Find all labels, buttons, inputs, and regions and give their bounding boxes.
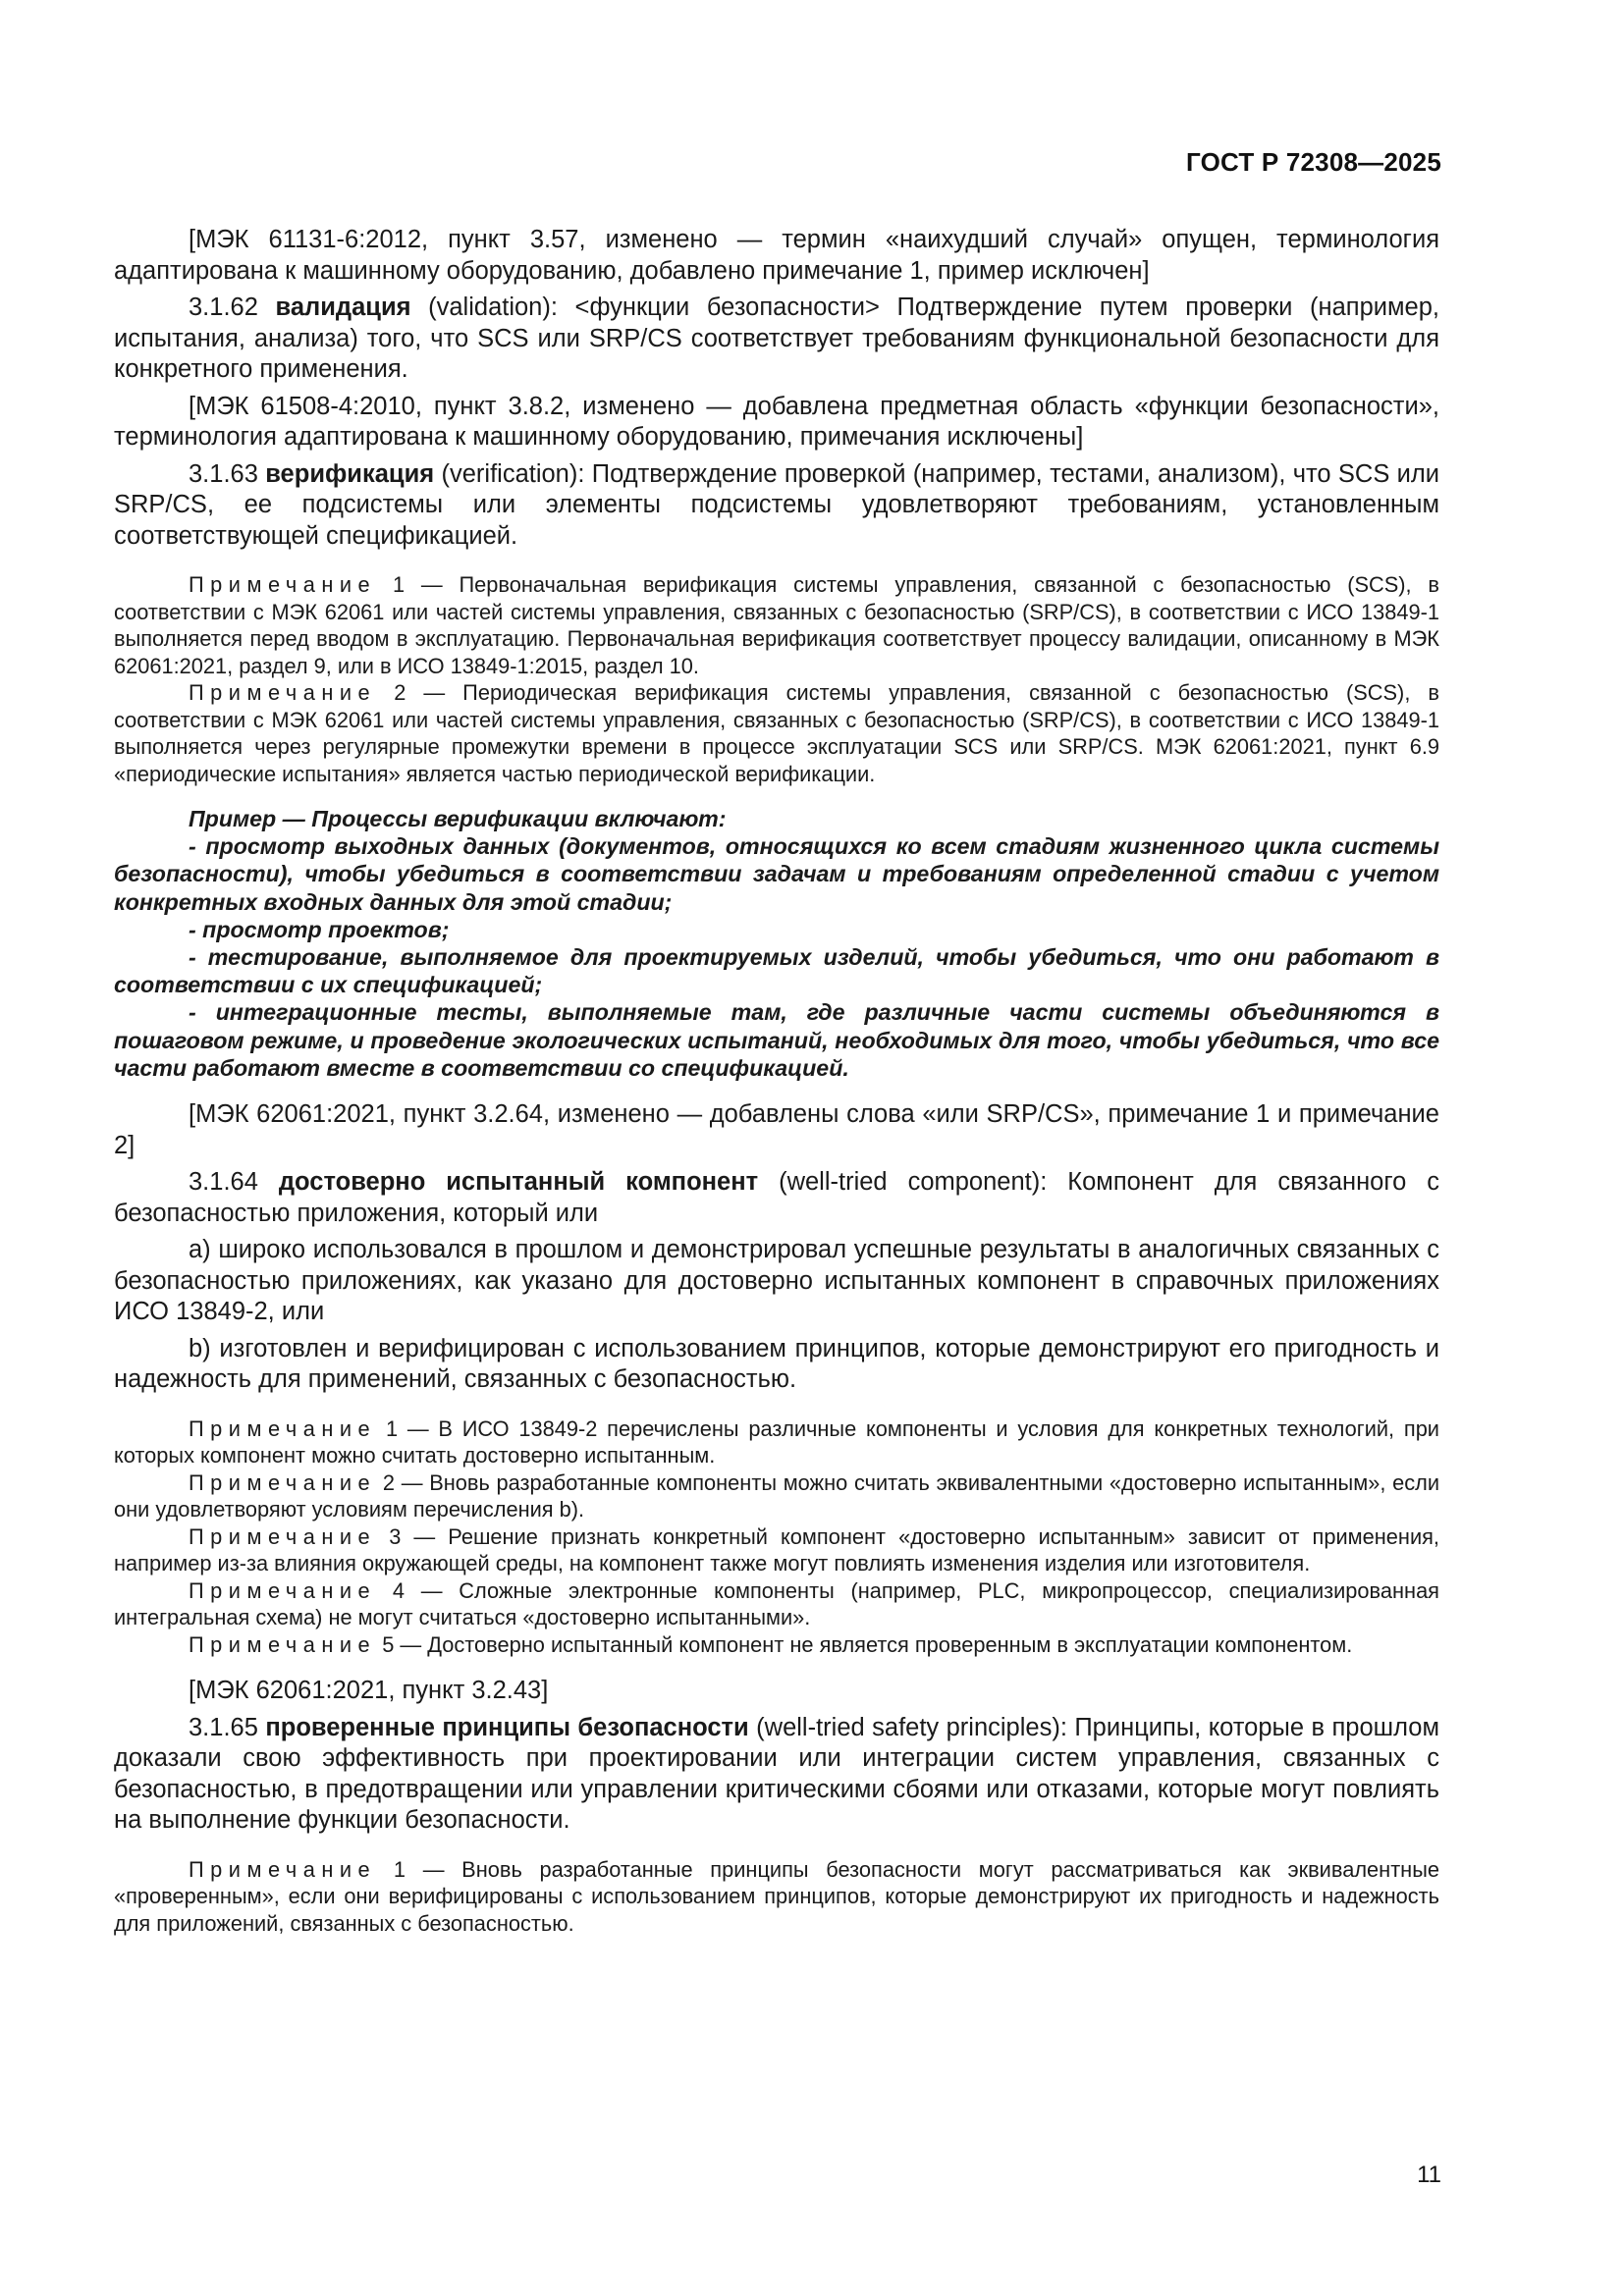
source-reference: [МЭК 62061:2021, пункт 3.2.43] (189, 1677, 549, 1705)
note-label: Примечание (189, 1415, 377, 1441)
document-header-standard-id: ГОСТ Р 72308—2025 (1186, 147, 1441, 177)
note (114, 571, 1439, 679)
note-text: 3 — Решение признать конкретный компонент «достоверно испытанным» зависит от применения, например из-за влияния окружающей среды, на компонент также могут повлиять изменения изделия или изготовителя. (114, 1523, 1439, 1576)
note-label: Примечание (189, 680, 377, 705)
term-name: валидация (275, 294, 411, 321)
note-label: Примечание (189, 1469, 377, 1495)
list-item-b: b) изготовлен и верифицирован с использованием принципов, которые демонстрируют его пригодность и надежность для применений, связанных с безопасностью. (114, 1334, 1439, 1394)
term-definition (114, 1167, 1439, 1229)
note-text: 4 — Сложные электронные компоненты (например, PLC, микропроцессор, специализированная интегральная схема) не могут считаться «достоверно испытанными». (114, 1577, 1439, 1630)
term-number: 3.1.63 (189, 459, 266, 488)
term-definition-text: (validation): <функции безопасности> Подтверждение путем проверки (например, испытания, анализа) того, что SCS или SRP/CS соответствует требованиям функциональной безопасности для конкретного применения. (114, 294, 1439, 383)
note-label: Примечание (189, 1856, 377, 1882)
example-item: - просмотр выходных данных (документов, относящихся ко всем стадиям жизненного цикла системы безопасности), чтобы убедиться в соответствии задачам и требованиям определенной стадии с учетом конкретных входных данных для этой стадии; (114, 833, 1439, 915)
term-number: 3.1.62 (189, 294, 276, 321)
list-item-a: a) широко использовался в прошлом и демонстрировал успешные результаты в аналогичных связанных с безопасностью приложениях, как указано для достоверно испытанных компонент в справочных приложениях ИСО 13849-2, или (114, 1236, 1439, 1326)
term-name: верификация (265, 459, 435, 488)
term-definition-text: (well-tried safety principles): Принципы, которые в прошлом доказали свою эффективность при проектировании или интеграции систем управления, связанных с безопасностью, в предотвращении или управлении критическими сбоями или отказами, которые могут повлиять на выполнение функции безопасности. (114, 1713, 1439, 1835)
source-reference: [МЭК 61131-6:2012, пункт 3.57, изменено — термин «наихудший случай» опущен, терминология адаптирована к машинному оборудованию, добавлено примечание 1, пример исключен] (114, 226, 1439, 285)
note-label: Примечание (189, 1523, 377, 1549)
note-text: 2 — Периодическая верификация системы управления, связанной с безопасностью (SCS), в соответствии с МЭК 62061 или частей системы управления, связанных с безопасностью (SRP/CS), в соответствии с ИСО 13849-1 выполняется через регулярные промежутки времени в процессе эксплуатации SCS или SRP/CS. МЭК 62061:2021, пункт 6.9 «периодические испытания» является частью периодической верификации. (114, 680, 1439, 786)
source-reference: [МЭК 61508-4:2010, пункт 3.8.2, изменено — добавлена предметная область «функции безопасности», терминология адаптирована к машинному оборудованию, примечания исключены] (114, 392, 1439, 451)
note (114, 1856, 1439, 1938)
note (114, 1631, 1439, 1659)
note-label: Примечание (189, 1631, 377, 1657)
example-item: - просмотр проектов; (189, 916, 450, 942)
example-item: - тестирование, выполняемое для проектируемых изделий, чтобы убедиться, что они работают в соответствии с их спецификацией; (114, 944, 1439, 998)
term-name: достоверно испытанный компонент (278, 1168, 759, 1197)
note-text: 5 — Достоверно испытанный компонент не является проверенным в эксплуатации компонентом. (376, 1631, 1353, 1657)
term-definition (114, 459, 1439, 553)
note-text: 1 — Вновь разработанные принципы безопасности могут рассматриваться как эквивалентные «проверенным», если они верифицированы с использованием принципов, которые демонстрируют их пригодность и надежность для приложений, связанных с безопасностью. (114, 1856, 1439, 1936)
note-text: 1 — Первоначальная верификация системы управления, связанной с безопасностью (SCS), в соответствии с МЭК 62061 или частей системы управления, связанных с безопасностью (SRP/CS), в соответствии с ИСО 13849-1 выполняется перед вводом в эксплуатацию. Первоначальная верификация соответствует процессу валидации, описанному в МЭК 62061:2021, раздел 9, или в ИСО 13849-1:2015, раздел 10. (114, 572, 1439, 678)
page-number: 11 (1417, 2162, 1441, 2188)
source-reference: [МЭК 62061:2021, пункт 3.2.64, изменено — добавлены слова «или SRP/CS», примечание 1 и примечание 2] (114, 1100, 1439, 1159)
example-item: - интеграционные тесты, выполняемые там, где различные части системы объединяются в пошаговом режиме, и проведение экологических испытаний, необходимых для того, чтобы убедиться, что все части работают вместе в соответствии со спецификацией. (114, 999, 1439, 1081)
note (114, 1469, 1439, 1523)
note (114, 1523, 1439, 1577)
document-body (114, 225, 1439, 1937)
term-definition-text: (well-tried component): Компонент для связанного с безопасностью приложения, который или (114, 1168, 1439, 1227)
term-definition (114, 293, 1439, 386)
note (114, 1415, 1439, 1469)
note-text: 1 — В ИСО 13849-2 перечислены различные компоненты и условия для конкретных технологий, при которых компонент можно считать достоверно испытанным. (114, 1415, 1439, 1468)
note (114, 1577, 1439, 1631)
note (114, 679, 1439, 787)
note-text: 2 — Вновь разработанные компоненты можно считать эквивалентными «достоверно испытанным», если они удовлетворяют условиям перечисления b). (114, 1469, 1439, 1522)
term-definition-text: (verification): Подтверждение проверкой (например, тестами, анализом), что SCS или SRP/CS, ее подсистемы или элементы подсистемы удовлетворяют требованиям, установленным соответствующей спецификацией. (114, 459, 1440, 550)
term-definition (114, 1713, 1439, 1837)
term-number: 3.1.64 (189, 1168, 279, 1197)
note-label: Примечание (189, 1577, 377, 1603)
example-heading: Пример — Процессы верификации включают: (189, 806, 727, 831)
term-name: проверенные принципы безопасности (265, 1713, 749, 1741)
note-label: Примечание (189, 572, 377, 597)
term-number: 3.1.65 (189, 1713, 266, 1741)
